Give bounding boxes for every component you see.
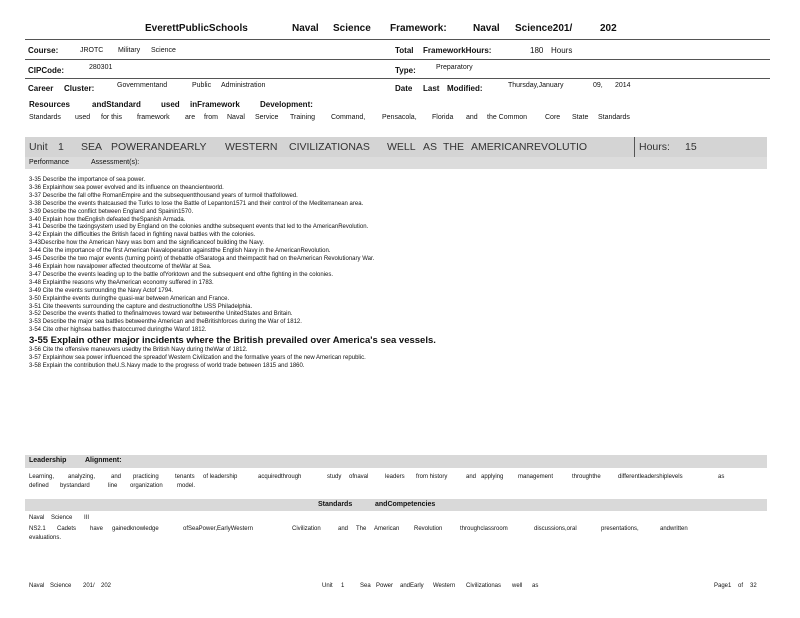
unit-hours-value: 15 <box>685 141 697 153</box>
course-name-1: Naval <box>473 23 500 34</box>
alignment-label: Alignment: <box>85 457 122 464</box>
list-item: 3-47 Describe the events leading up to the battle ofYorktown and the subsequent end ofthe fighting in the colonies. <box>29 271 333 278</box>
cip-value: 280301 <box>89 64 113 71</box>
resources-heading-1: Resources <box>29 100 70 109</box>
footer-center-word: Western <box>433 583 456 589</box>
resources-heading-3: used <box>161 100 180 109</box>
resources-word: Service <box>255 114 279 121</box>
resources-word: Florida <box>432 114 454 121</box>
resources-word: Standards <box>598 114 630 121</box>
resources-word: Training <box>290 114 316 121</box>
list-item: 3-52 Describe the events thatled to thefinalmoves toward war betweenthe UnitedStates and Britain. <box>29 311 293 318</box>
leadership-word: acquiredthrough <box>258 474 302 480</box>
leadership-word: and <box>111 474 122 480</box>
type-value: Preparatory <box>436 64 473 71</box>
cip-label: CIPCode: <box>28 66 64 75</box>
list-item: 3-53 Describe the major sea battles betweenthe American and theBritishforces during the War of 1812. <box>29 319 302 326</box>
leadership-bar <box>25 455 767 468</box>
standards-label-2: andCompetencies <box>375 501 436 508</box>
standards-word: The <box>356 526 367 532</box>
page-number: Page1 <box>714 583 732 589</box>
course-name-2: Science201/ <box>515 23 573 34</box>
list-item: 3-44 Cite the importance of the first American Navaloperation againstthe English Navy in the AmericanRevolution. <box>29 248 331 255</box>
leadership-word: management <box>518 474 554 480</box>
framework-label: Framework: <box>390 23 447 34</box>
leadership-word: applying <box>481 474 504 480</box>
performance-label: Performance <box>29 159 70 166</box>
unit-word: Unit <box>29 141 48 153</box>
date-label-3: Modified: <box>447 84 483 93</box>
unit-word: WELL <box>387 141 416 153</box>
resources-heading-5: Development: <box>260 100 313 109</box>
unit-word: 1 <box>58 141 64 153</box>
footer-center-word: Civilizationas <box>466 583 502 589</box>
resources-word: State <box>572 114 589 121</box>
standards-word: throughclassroom <box>460 526 508 532</box>
standards-word: ofSeaPower,EarlyWestern <box>183 526 253 532</box>
date-label-1: Date <box>395 84 413 93</box>
list-item: 3-54 Cite other highsea battles thatoccurred duringthe Warof 1812. <box>29 327 207 334</box>
subject-word-1: Naval <box>292 23 319 34</box>
footer-center-word: Power <box>376 583 394 589</box>
unit-word: SEA <box>81 141 103 153</box>
footer-center-word: well <box>512 583 523 589</box>
leadership-label: Leadership <box>29 457 67 464</box>
leadership-word: defined <box>29 483 49 489</box>
course-label: Course: <box>28 46 59 55</box>
resources-word: from <box>204 114 218 121</box>
list-item: 3-39 Describe the conflict between England and Spainin1570. <box>29 208 194 215</box>
resources-word: and <box>466 114 478 121</box>
resources-word: Pensacola, <box>382 114 417 121</box>
unit-word: AMERICANREVOLUTIO <box>471 141 588 153</box>
footer-center-word: Sea <box>360 583 371 589</box>
list-item: 3-57 Explainhow sea power influenced the spreadof Western Civilization and the formative years of the new American republic. <box>29 355 366 362</box>
unit-title-bar <box>25 137 767 157</box>
date-year: 2014 <box>615 82 631 89</box>
resources-heading-2: andStandard <box>92 100 141 109</box>
leadership-word: model. <box>177 483 196 489</box>
leadership-word: as <box>718 474 725 480</box>
date-day: 09, <box>593 82 603 89</box>
leadership-word: line <box>108 483 118 489</box>
resources-word: Standards <box>29 114 61 121</box>
course-row <box>25 39 770 60</box>
career-label-1: Career <box>28 84 54 93</box>
leadership-word: of leadership <box>203 474 238 480</box>
career-label-2: Cluster: <box>64 84 95 93</box>
list-item: 3-35 Describe the importance of sea power. <box>29 177 146 183</box>
unit-word: CIVILIZATIONAS <box>289 141 370 153</box>
unit-hours-label: Hours: <box>639 141 670 153</box>
standards-word: Civilization <box>292 526 321 532</box>
list-item: 3-55 Explain other major incidents where the British prevailed over America's sea vessels. <box>29 335 436 347</box>
list-item: 3-40 Explain how theEnglish defeated theSpanish Armada. <box>29 216 186 223</box>
resources-word: framework <box>137 114 170 121</box>
leadership-word: tenants <box>175 474 195 480</box>
footer-center-word: 1 <box>341 583 345 589</box>
leadership-word: practicing <box>133 474 159 480</box>
footer-left-word: 202 <box>101 583 112 589</box>
unit-word: POWERANDEARLY <box>111 141 207 153</box>
performance-items <box>29 177 769 371</box>
resources-word: Core <box>545 114 561 121</box>
resources-word: used <box>75 114 91 121</box>
leadership-word: Learning, <box>29 474 55 480</box>
course-value-2: Military <box>118 47 141 54</box>
total-hours-label-1: Total <box>395 46 414 55</box>
leadership-word: differentleadershiplevels <box>618 474 683 480</box>
resources-word: the Common <box>487 114 528 121</box>
standards-word: evaluations. <box>29 535 62 541</box>
footer-left-word: 201/ <box>83 583 95 589</box>
standards-label-1: Standards <box>318 501 353 508</box>
standards-word: gainedknowledge <box>112 526 159 532</box>
standards-word: and <box>338 526 349 532</box>
leadership-word: study <box>327 474 342 480</box>
list-item: 3-37 Describe the fall ofthe RomanEmpire and the subsequentthousand years of turmoil thatfollowed. <box>29 192 298 199</box>
type-label: Type: <box>395 66 416 75</box>
list-item: 3-56 Cite the offensive maneuvers usedby the British Navy during theWar of 1812. <box>29 347 248 354</box>
course-value-3: Science <box>151 47 176 54</box>
standards-word: Revolution <box>414 526 443 532</box>
total-hours-unit: Hours <box>551 46 573 55</box>
leadership-word: and <box>466 474 477 480</box>
standards-bar <box>25 499 767 511</box>
leadership-word: from history <box>416 474 448 480</box>
footer-center-word: as <box>532 583 539 589</box>
leadership-word: ofnaval <box>349 474 369 480</box>
standards-word: discussions,oral <box>534 526 577 532</box>
total-hours-value: 180 <box>530 46 544 55</box>
date-label-2: Last <box>423 84 440 93</box>
list-item: 3-36 Explainhow sea power evolved and its influence on theancientworld. <box>29 184 224 191</box>
leadership-word: bystandard <box>60 483 90 489</box>
list-item: 3-46 Explain how navalpower affected theoutcome of theWar at Sea. <box>29 263 212 270</box>
footer-center-word: andEarly <box>400 583 424 589</box>
standards-word: presentations, <box>601 526 639 532</box>
footer-center-word: Unit <box>322 583 333 589</box>
standards-word: Cadets <box>57 526 77 532</box>
page-total: 32 <box>750 583 757 589</box>
date-value: Thursday,January <box>508 82 564 89</box>
list-item: 3-49 Cite the events surrounding the Navy Actof 1794. <box>29 287 174 294</box>
standards-course: Naval Science III <box>29 515 90 521</box>
performance-bar <box>25 157 767 169</box>
career-row <box>25 78 770 97</box>
org-name: EverettPublicSchools <box>145 23 248 34</box>
resources-word: Naval <box>227 114 245 121</box>
resources-word: for this <box>101 114 123 121</box>
resources-word: Command, <box>331 114 366 121</box>
standards-word: have <box>90 526 104 532</box>
footer-left-word: Science <box>50 583 72 589</box>
standards-word: andwritten <box>660 526 688 532</box>
career-value-3: Administration <box>221 82 266 89</box>
list-item: 3-42 Explain the difficulties the British faced in fighting naval battles with the colonies. <box>29 232 256 239</box>
leadership-word: leaders <box>385 474 405 480</box>
standards-word: American <box>374 526 400 532</box>
list-item: 3-50 Explainthe events duringthe quasi-war between American and France. <box>29 295 230 302</box>
leadership-word: analyzing, <box>68 474 96 480</box>
leadership-word: organization <box>130 483 163 489</box>
footer-left-word: Naval <box>29 583 45 589</box>
page-number-of: of <box>738 583 744 589</box>
career-value-1: Governmentand <box>117 82 168 89</box>
list-item: 3-43Describe how the American Navy was born and the significanceof building the Navy. <box>29 240 265 247</box>
standards-id: NS2.1 <box>29 526 46 532</box>
course-value-1: JROTC <box>80 47 104 54</box>
resources-heading-4: inFramework <box>190 100 240 109</box>
subject-word-2: Science <box>333 23 371 34</box>
unit-word: THE <box>443 141 464 153</box>
list-item: 3-58 Explain the contribution theU.S.Navy made to the progress of world trade between 1815 and 1860. <box>29 362 305 369</box>
course-name-3: 202 <box>600 23 617 34</box>
resources-word: are <box>185 114 196 121</box>
list-item: 3-51 Cite theevents surrounding the capture and destructionofthe USS Philadelphia. <box>29 303 253 310</box>
career-value-2: Public <box>192 82 212 89</box>
leadership-word: throughthe <box>572 474 601 480</box>
unit-divider <box>634 137 635 157</box>
list-item: 3-48 Explainthe reasons why theAmerican economy suffered in 1783. <box>29 279 214 286</box>
total-hours-label-2: FrameworkHours: <box>423 46 492 55</box>
unit-word: AS <box>423 141 438 153</box>
list-item: 3-45 Describe the two major events (turning point) of thebattle ofSaratoga and theimpactit had on theAmerican Revolutionary War. <box>29 256 375 263</box>
list-item: 3-41 Describe the taxingsystem used by England on the colonies andthe subsequent events that led to the AmericanRevolution. <box>29 224 369 231</box>
unit-word: WESTERN <box>225 141 278 153</box>
assessment-label: Assessment(s): <box>91 159 140 166</box>
list-item: 3-38 Describe the events thatcaused the Turks to lose the Battle of Lepanton1571 and their control of the Mediterranean area. <box>29 200 364 207</box>
cip-row <box>25 59 770 79</box>
